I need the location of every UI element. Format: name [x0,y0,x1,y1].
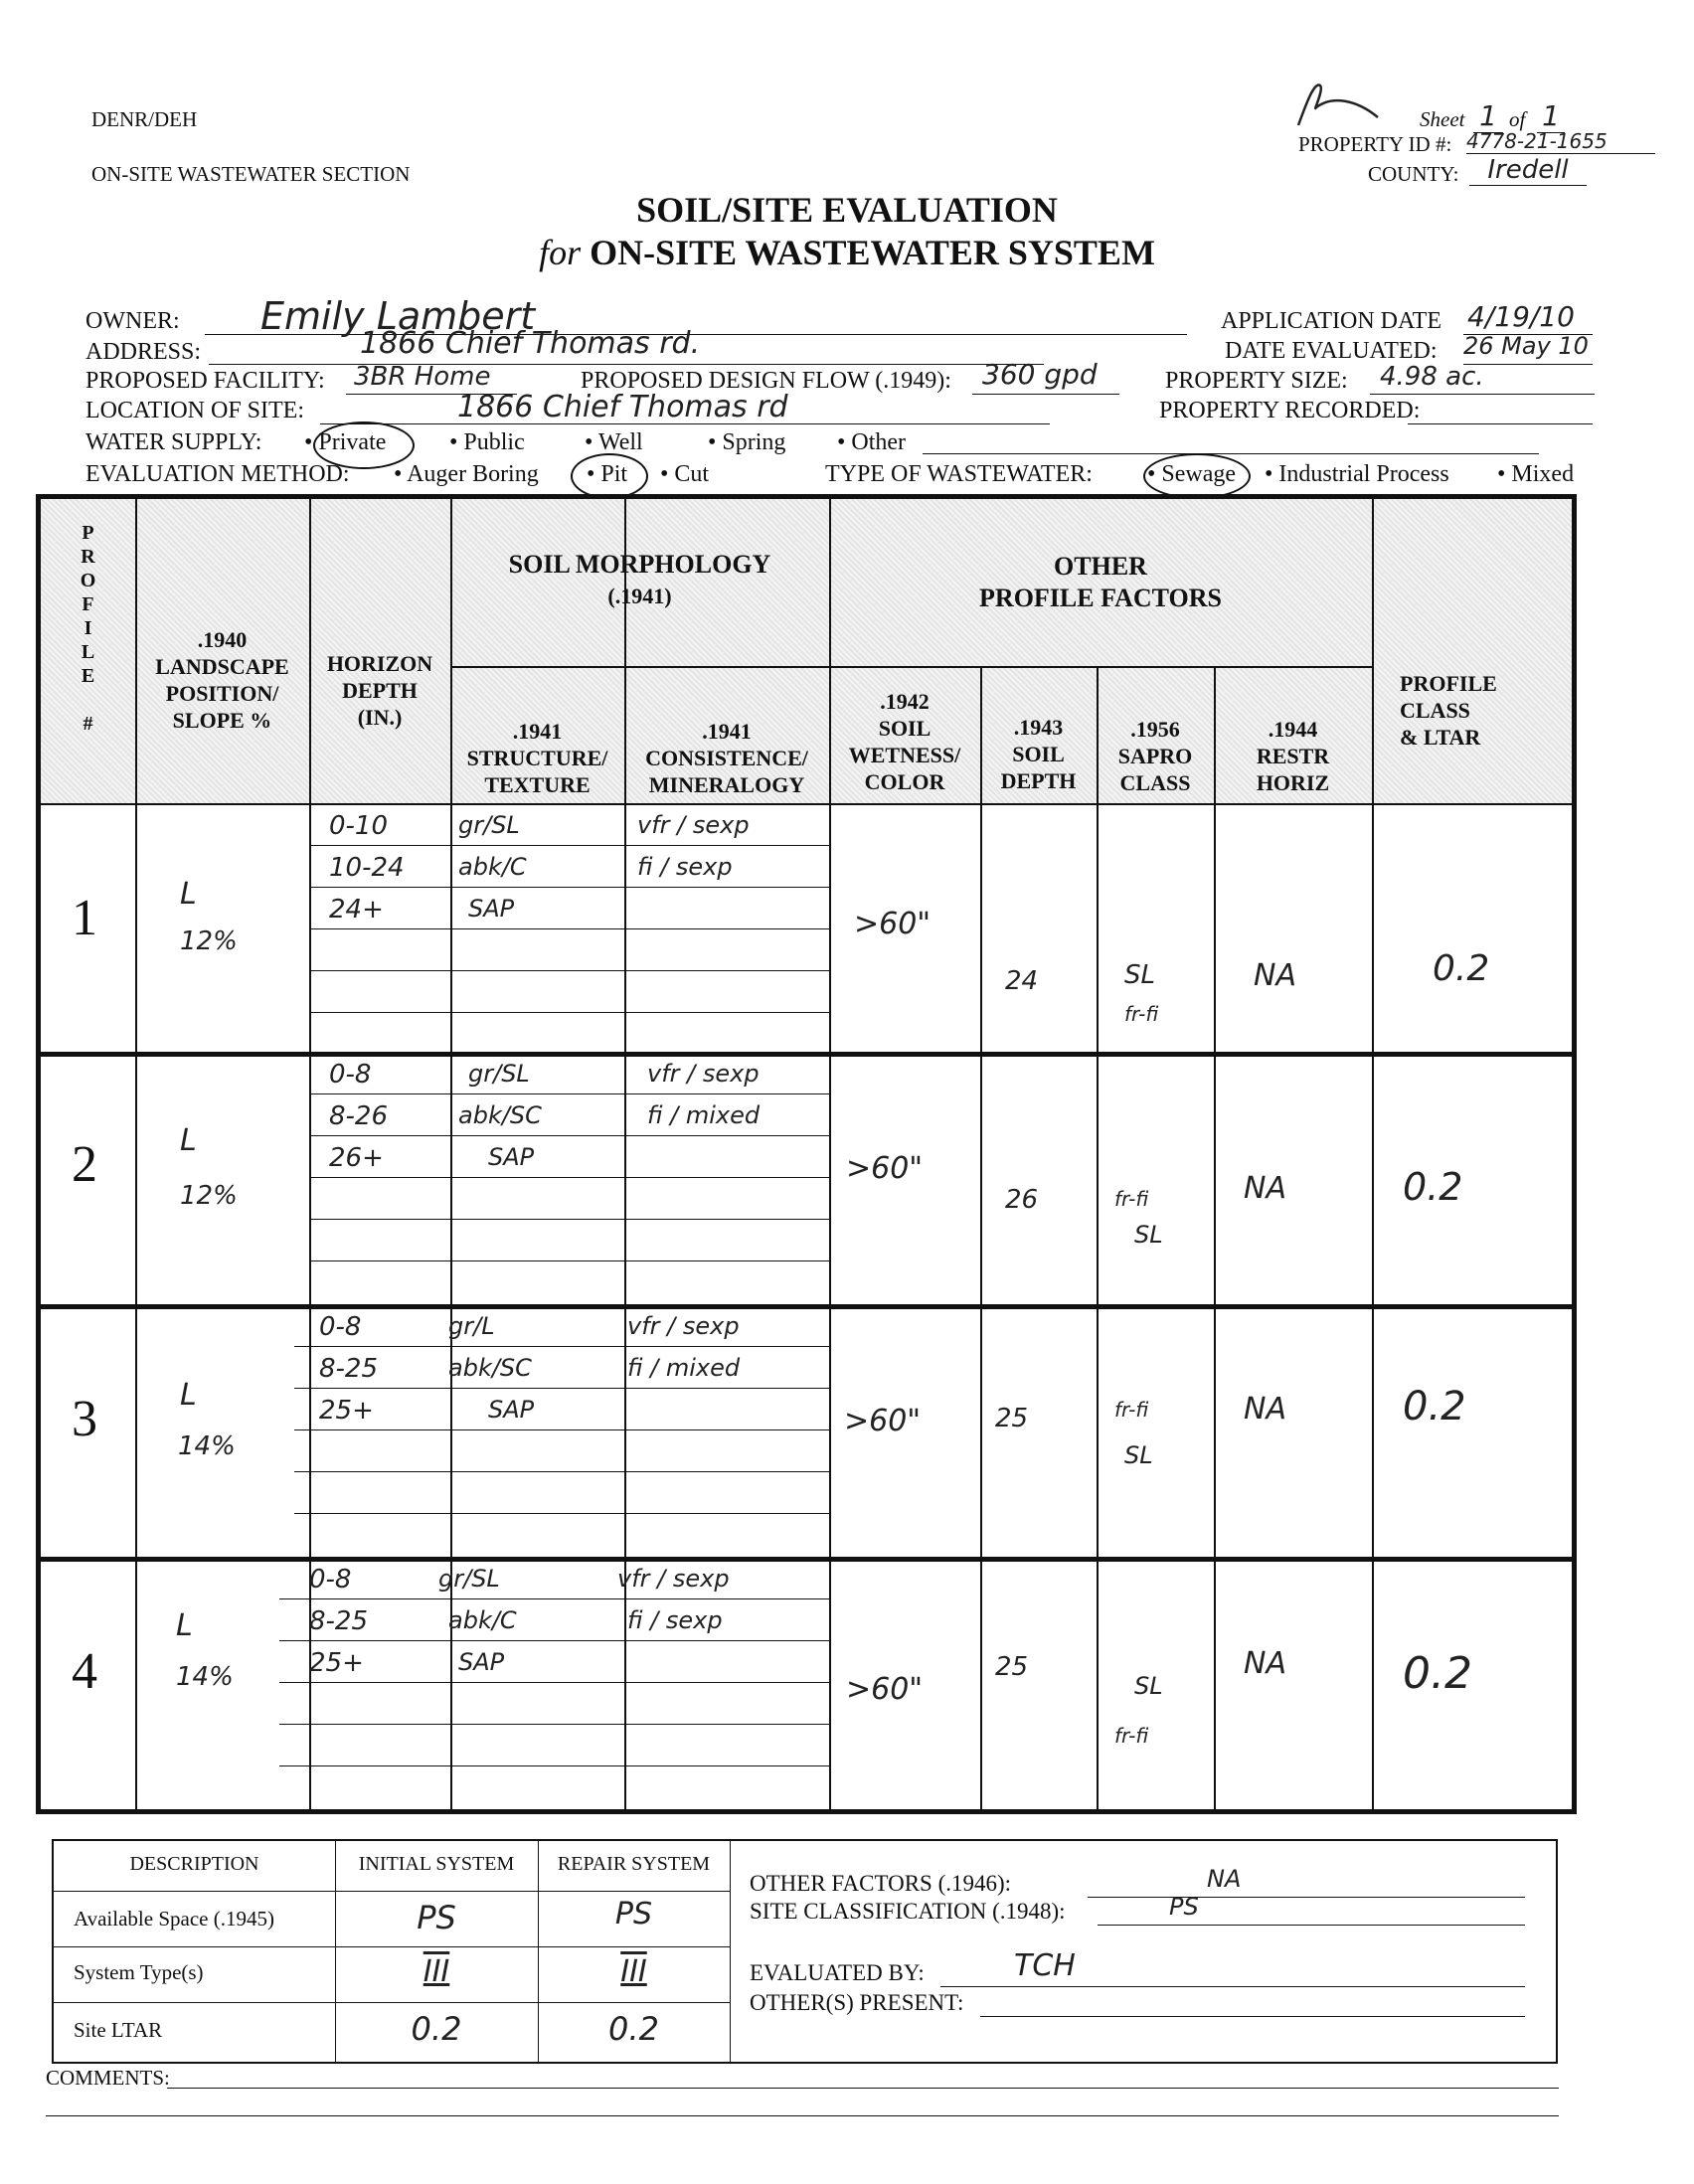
sapro-class-header: .1956 SAPRO CLASS [1117,717,1193,795]
others-present-label: OTHER(S) PRESENT: [750,1990,964,2015]
landscape-position: L [180,877,197,912]
sapro-class: fr-fi [1114,1724,1149,1748]
site-classification-value: PS [1169,1893,1199,1921]
comments-label: COMMENTS: [46,2066,170,2090]
structure-texture: gr/SL [468,1060,530,1088]
initial-system-header: INITIAL SYSTEM [358,1853,515,1875]
soil-profile-table [36,494,1577,1814]
site-ltar-repair: 0.2 [608,2010,659,2048]
facility-label: PROPOSED FACILITY: [85,368,325,394]
location-value: 1866 Chief Thomas rd [457,390,788,424]
structure-texture: SAP [488,1143,535,1171]
structure-texture: gr/SL [438,1565,500,1593]
address-value: 1866 Chief Thomas rd. [360,326,701,361]
profile-class-header: PROFILE CLASS & LTAR [1400,671,1497,750]
soil-depth: 25 [995,1652,1029,1682]
slope-percent: 14% [176,1662,234,1692]
sheet-total: 1 [1537,99,1565,133]
date-evaluated-value: 26 May 10 [1463,332,1589,360]
horizon-depth: 10-24 [329,853,405,883]
horizon-depth: 8-25 [309,1606,369,1636]
slope-percent: 12% [180,1181,238,1211]
soil-wetness: >60" [846,1151,924,1186]
sapro-class: SL [1124,960,1155,990]
slope-percent: 14% [178,1431,236,1461]
consistence-mineralogy: fi / mixed [627,1354,741,1382]
structure-texture: abk/SC [448,1354,532,1382]
restrictive-horizon-header: .1944 RESTR HORIZ [1256,717,1330,795]
restrictive-horizon: NA [1254,958,1296,993]
water-option-public: • Public [449,429,525,455]
horizon-depth-header: HORIZON DEPTH (IN.) [326,651,433,730]
landscape-position: L [180,1378,197,1413]
wastewater-option-industrial: • Industrial Process [1265,461,1449,487]
soil-depth: 26 [1005,1185,1039,1215]
description-header: DESCRIPTION [129,1853,259,1875]
wastewater-option-mixed: • Mixed [1497,461,1575,487]
section-label: ON-SITE WASTEWATER SECTION [91,162,411,186]
structure-texture: SAP [468,895,515,923]
county-label: COUNTY: [1368,162,1459,186]
profile-number: 2 [72,1136,97,1193]
sapro-class: fr-fi [1114,1398,1149,1422]
water-supply-label: WATER SUPPLY: [85,429,262,455]
eval-option-auger: • Auger Boring [394,461,539,487]
other-profile-factors-header: OTHER PROFILE FACTORS [979,552,1222,612]
available-space-label: Available Space (.1945) [74,1907,274,1931]
sapro-class: fr-fi [1114,1187,1149,1211]
structure-texture: gr/L [448,1312,495,1340]
structure-texture: SAP [488,1396,535,1424]
soil-wetness: >60" [854,907,932,941]
horizon-depth: 0-8 [319,1312,362,1342]
available-space-repair: PS [614,1897,653,1932]
owner-value: Emily Lambert [260,294,536,338]
sapro-class: SL [1124,1441,1153,1469]
owner-label: OWNER: [85,308,180,334]
site-ltar-label: Site LTAR [74,2018,163,2042]
property-id-label: PROPERTY ID #: [1298,132,1452,156]
application-date-value: 4/19/10 [1467,300,1575,333]
horizon-depth: 25+ [309,1648,364,1678]
design-flow-value: 360 gpd [982,358,1098,391]
structure-texture: abk/SC [458,1101,542,1129]
sewage-circle-mark [1143,453,1251,499]
consistence-mineralogy: vfr / sexp [647,1060,760,1088]
sapro-class: fr-fi [1124,1002,1159,1026]
soil-wetness-header: .1942 SOIL WETNESS/ COLOR [848,689,961,794]
wastewater-option-sewage: • Sewage [1147,461,1237,487]
sheet-number: 1 [1473,99,1503,133]
property-size-value: 4.98 ac. [1380,362,1484,392]
horizon-depth: 0-10 [329,811,389,841]
profile-number: 1 [72,890,97,946]
wastewater-type-label: TYPE OF WASTEWATER: [825,461,1093,487]
profile-number: 4 [72,1643,97,1700]
agency-label: DENR/DEH [91,107,198,131]
form-title: SOIL/SITE EVALUATION [636,190,1058,230]
profile-class-ltar: 0.2 [1403,1165,1463,1209]
profile-class-ltar: 0.2 [1403,1648,1472,1699]
site-classification-label: SITE CLASSIFICATION (.1948): [750,1899,1066,1924]
form-subtitle: for ON-SITE WASTEWATER SYSTEM [539,233,1155,272]
structure-texture: abk/C [448,1606,517,1634]
profile-column-header: P R O F I L E # [80,522,96,735]
other-factors-value: NA [1207,1865,1242,1893]
pit-circle-mark [571,453,648,499]
consistence-mineralogy: vfr / sexp [637,811,750,839]
application-date-label: APPLICATION DATE [1221,308,1441,334]
sapro-class: SL [1134,1672,1163,1700]
structure-texture-header: .1941 STRUCTURE/ TEXTURE [466,719,608,797]
date-evaluated-label: DATE EVALUATED: [1225,338,1438,364]
structure-texture: abk/C [458,853,527,881]
restrictive-horizon: NA [1244,1646,1286,1681]
system-type-initial: III [423,1954,450,1989]
consistence-mineralogy-header: .1941 CONSISTENCE/ MINERALOGY [645,719,808,797]
soil-depth: 24 [1005,966,1039,996]
consistence-mineralogy: fi / sexp [637,853,733,881]
restrictive-horizon: NA [1244,1392,1286,1427]
eval-option-pit: • Pit [587,461,628,487]
property-size-label: PROPERTY SIZE: [1165,368,1348,394]
consistence-mineralogy: vfr / sexp [627,1312,740,1340]
county-value: Iredell [1469,155,1587,186]
soil-wetness: >60" [846,1672,924,1707]
soil-depth-header: .1943 SOIL DEPTH [1000,715,1077,793]
landscape-position: L [176,1608,193,1643]
consistence-mineralogy: fi / sexp [627,1606,723,1634]
address-label: ADDRESS: [85,339,202,365]
profile-class-ltar: 0.2 [1433,948,1490,989]
water-option-other: • Other [837,429,907,455]
water-option-private: • Private [304,429,387,455]
evaluation-method-label: EVALUATION METHOD: [85,461,350,487]
facility-value: 3BR Home [354,362,491,392]
evaluated-by-label: EVALUATED BY: [750,1960,925,1985]
horizon-depth: 8-26 [329,1101,389,1131]
slope-percent: 12% [180,926,238,956]
sheet-label: Sheet [1420,107,1465,131]
profile-class-ltar: 0.2 [1403,1384,1466,1429]
landscape-column-header: .1940 LANDSCAPE POSITION/ SLOPE % [155,627,289,733]
of-label: of [1509,107,1526,131]
evaluated-by-value: TCH [1014,1948,1076,1983]
landscape-position: L [180,1123,197,1158]
structure-texture: SAP [458,1648,505,1676]
horizon-depth: 25+ [319,1396,374,1426]
repair-system-header: REPAIR SYSTEM [557,1853,711,1875]
system-type-label: System Type(s) [74,1960,204,1984]
horizon-depth: 0-8 [329,1060,372,1090]
soil-depth: 25 [995,1404,1029,1433]
location-label: LOCATION OF SITE: [85,398,304,423]
horizon-depth: 24+ [329,895,384,924]
property-recorded-label: PROPERTY RECORDED: [1159,398,1421,423]
soil-wetness: >60" [844,1404,922,1438]
water-option-spring: • Spring [708,429,786,455]
property-id-value: 4778-21-1655 [1466,129,1655,154]
design-flow-label: PROPOSED DESIGN FLOW (.1949): [581,368,951,394]
soil-morphology-header: SOIL MORPHOLOGY (.1941) [508,550,771,608]
other-factors-label: OTHER FACTORS (.1946): [750,1871,1012,1896]
horizon-depth: 26+ [329,1143,384,1173]
sapro-class: SL [1134,1221,1163,1249]
available-space-initial: PS [417,1899,456,1936]
horizon-depth: 8-25 [319,1354,379,1384]
water-option-well: • Well [585,429,643,455]
system-summary-table [52,1839,1558,2064]
system-type-repair: III [620,1954,647,1989]
consistence-mineralogy: fi / mixed [647,1101,761,1129]
restrictive-horizon: NA [1244,1171,1286,1206]
profile-number: 3 [72,1391,97,1447]
site-ltar-initial: 0.2 [411,2010,462,2048]
consistence-mineralogy: vfr / sexp [617,1565,730,1593]
eval-option-cut: • Cut [660,461,710,487]
structure-texture: gr/SL [458,811,520,839]
horizon-depth: 0-8 [309,1565,352,1595]
